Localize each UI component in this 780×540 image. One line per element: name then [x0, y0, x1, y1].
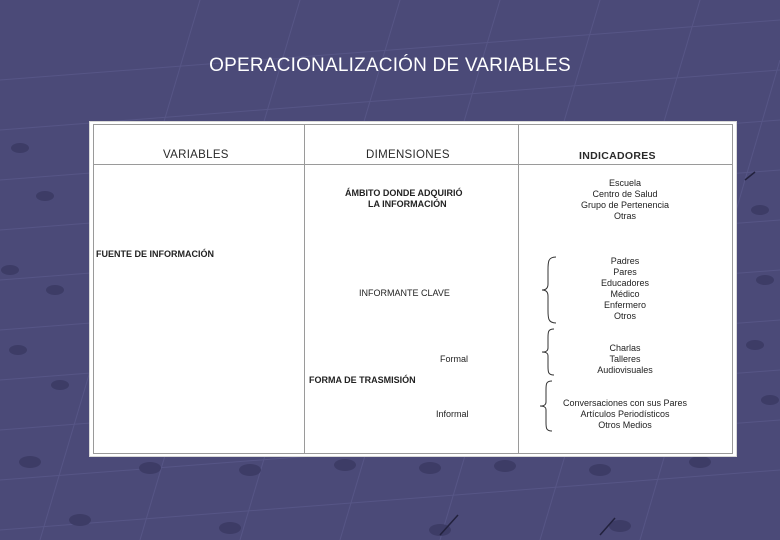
header-dimensiones: DIMENSIONES [366, 149, 450, 161]
header-indicadores: INDICADORES [579, 150, 656, 162]
variables-table-image [90, 122, 736, 456]
dimension-forma: FORMA DE TRASMISIÓN [309, 375, 416, 385]
header-variables: VARIABLES [163, 149, 229, 161]
indicator-item: Charlas [609, 343, 641, 353]
dimension-informal: Informal [436, 409, 469, 419]
header-divider [93, 164, 733, 165]
indicator-item: Centro de Salud [592, 189, 658, 199]
indicator-item: Grupo de Pertenencia [580, 200, 670, 210]
brace-icon [540, 256, 560, 324]
indicator-item: Pares [613, 267, 637, 277]
indicator-item: Educadores [600, 278, 650, 288]
indicator-item: Otras [613, 211, 636, 221]
column-divider [518, 124, 519, 454]
variable-fuente: FUENTE DE INFORMACIÓN [96, 249, 214, 259]
brace-icon [540, 328, 560, 376]
indicator-item: Padres [610, 256, 640, 266]
indicator-item: Otros [613, 311, 636, 321]
dimension-formal: Formal [440, 354, 469, 364]
indicator-item: Artículos Periodísticos [580, 409, 670, 419]
indicator-item: Audiovisuales [597, 365, 653, 375]
indicator-item: Enfermero [603, 300, 647, 310]
slide-title: OPERACIONALIZACIÓN DE VARIABLES [209, 55, 571, 76]
indicator-item: Otros Medios [598, 420, 652, 430]
brace-icon [538, 380, 558, 432]
column-divider [304, 124, 305, 454]
indicator-item: Talleres [609, 354, 641, 364]
dimension-ambito-line1: ÁMBITO DONDE ADQUIRIÓ [345, 188, 463, 198]
dimension-informante: INFORMANTE CLAVE [359, 288, 450, 298]
indicator-item: Conversaciones con sus Pares [562, 398, 688, 408]
indicator-item: Escuela [608, 178, 642, 188]
dimension-ambito-line2: LA INFORMACIÓN [368, 199, 447, 209]
indicator-item: Médico [610, 289, 640, 299]
